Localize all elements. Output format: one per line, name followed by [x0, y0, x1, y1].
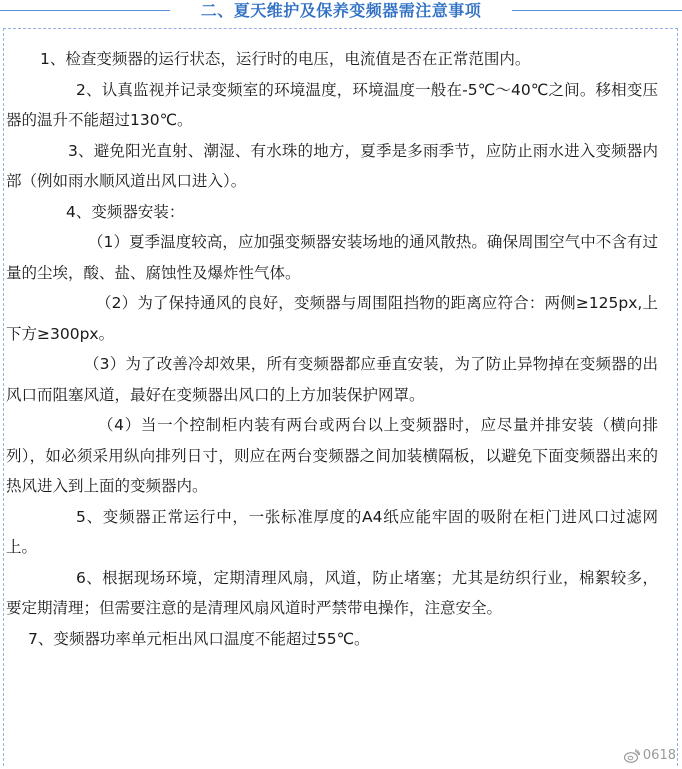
paragraph-7: 7、变频器功率单元柜出风口温度不能超过55℃。: [28, 629, 370, 648]
paragraph-1: 1、检查变频器的运行状态，运行时的电压，电流值是否在正常范围内。: [40, 50, 531, 68]
paragraph-3: 3、避免阳光直射、潮湿、有水珠的地方，夏季是多雨季节，应防止雨水进入变频器内部（例如雨水顺风道出风口进入）。: [6, 141, 658, 190]
paragraph-6: 6、根据现场环境，定期清理风扇，风道，防止堵塞；尤其是纺织行业，棉絮较多，要定期清理；但需要注意的是清理风扇风道时严禁带电操作，注意安全。: [6, 568, 658, 617]
article-body: [6, 44, 658, 654]
header-divider-right: [512, 10, 682, 11]
paragraph-4-3: （3）为了改善冷却效果，所有变频器都应垂直安装，为了防止异物掉在变频器的出风口而阻塞风道，最好在变频器出风口的上方加装保护网罩。: [6, 355, 658, 404]
watermark: [624, 748, 676, 763]
section-header: [0, 0, 682, 30]
paragraph-4-2: （2）为了保持通风的良好，变频器与周围阻挡物的距离应符合：两侧≥125px,上下方≥300px。: [6, 294, 658, 343]
section-title: 二、夏天维护及保养变频器需注意事项: [200, 1, 482, 20]
watermark-text: 0618: [642, 748, 676, 763]
weibo-icon: [624, 749, 640, 763]
paragraph-2: 2、认真监视并记录变频室的环境温度，环境温度一般在-5℃～40℃之间。移相变压器的温升不能超过130℃。: [6, 80, 658, 129]
paragraph-4: 4、变频器安装：: [66, 202, 185, 221]
paragraph-4-4: （4）当一个控制柜内装有两台或两台以上变频器时，应尽量并排安装（横向排列），如必须采用纵向排列日寸，则应在两台变频器之间加装横隔板，以避免下面变频器出来的热风进入到上面的变频器内。: [6, 416, 658, 495]
paragraph-4-1: （1）夏季温度较高，应加强变频器安装场地的通风散热。确保周围空气中不含有过量的尘埃，酸、盐、腐蚀性及爆炸性气体。: [6, 233, 658, 282]
paragraph-5: 5、变频器正常运行中，一张标准厚度的A4纸应能牢固的吸附在柜门进风口过滤网上。: [6, 507, 658, 556]
